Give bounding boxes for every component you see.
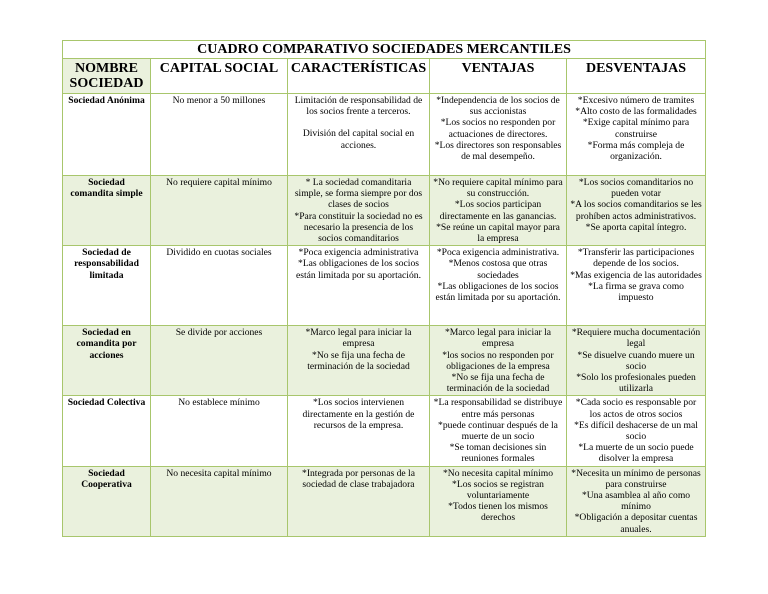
desventajas-line: *Forma más compleja de organización.	[587, 139, 685, 163]
cell-capital: Se divide por acciones	[151, 326, 288, 396]
cell-desventajas	[567, 176, 706, 246]
cell-nombre: Sociedad en comandita por acciones	[63, 326, 151, 396]
desventajas-line: *Obligación a depositar cuentas anuales.	[574, 512, 698, 535]
ventajas-line: *Las obligaciones de los socios están limitada por su aportación.	[435, 280, 561, 304]
cell-nombre: Sociedad comandita simple	[63, 176, 151, 246]
cell-caracteristicas	[288, 246, 430, 326]
desventajas-line: *Transferir las participaciones depende de los socios.	[577, 247, 695, 270]
desventajas-line: *Solo los profesionales pueden utilizarla	[576, 372, 696, 395]
caracteristicas-line: División del capital social en acciones.	[302, 128, 415, 151]
caracteristicas-line: *Integrada por personas de la sociedad de clase trabajadora	[302, 467, 415, 490]
ventajas-line: *Menos costosa que otras sociedades	[448, 258, 548, 281]
ventajas-line: *No requiere capital mínimo para su construcción.	[433, 177, 563, 200]
cell-ventajas	[430, 176, 567, 246]
cell-ventajas	[430, 396, 567, 466]
ventajas-line: *Se toman decisiones sin reuniones formales	[449, 442, 547, 465]
cell-nombre: Sociedad Colectiva	[63, 396, 151, 466]
table-row	[63, 176, 706, 246]
ventajas-line: *Poca exigencia administrativa.	[436, 247, 560, 259]
header-row	[63, 59, 706, 94]
caracteristicas-line: *Los socios intervienen directamente en la gestión de recursos de la empresa.	[302, 397, 415, 431]
cell-capital: Dividido en cuotas sociales	[151, 246, 288, 326]
cell-capital: No requiere capital mínimo	[151, 176, 288, 246]
cell-ventajas	[430, 246, 567, 326]
desventajas-line: *Se aporta capital íntegro.	[585, 221, 687, 233]
desventajas-line: *Necesita un mínimo de personas para construirse	[571, 467, 701, 490]
title-row	[63, 41, 706, 59]
cell-caracteristicas	[288, 466, 430, 536]
cell-nombre: Sociedad de responsabilidad limitada	[63, 246, 151, 326]
table-body	[63, 94, 706, 537]
table-row	[63, 466, 706, 536]
caracteristicas-line: *Las obligaciones de los socios están limitada por su aportación.	[296, 258, 421, 281]
header-capital-social: CAPITAL SOCIAL	[151, 59, 288, 94]
ventajas-line: *puede continuar después de la muerte de un socio	[438, 419, 558, 443]
ventajas-line: *No se fija una fecha de terminación de la sociedad	[446, 372, 550, 395]
ventajas-line: *Los socios no responden por actuaciones de directores.	[440, 117, 556, 140]
cell-desventajas	[567, 396, 706, 466]
table-row	[63, 326, 706, 396]
ventajas-line: *Los directores son responsables de mal desempeño.	[434, 139, 562, 163]
ventajas-line: *La responsabilidad se distribuye entre más personas	[433, 397, 563, 420]
desventajas-line: *La muerte de un socio puede disolver la empresa	[578, 442, 694, 465]
ventajas-line: *Los socios se registran voluntariamente	[452, 478, 544, 502]
header-ventajas: VENTAJAS	[430, 59, 567, 94]
desventajas-line: *Exige capital mínimo para construirse	[582, 117, 690, 140]
cell-nombre: Sociedad Cooperativa	[63, 466, 151, 536]
desventajas-line: *Es difícil deshacerse de un mal socio	[574, 419, 698, 443]
header-nombre-sociedad: NOMBRE SOCIEDAD	[63, 59, 151, 94]
desventajas-line: *Requiere mucha documentación legal	[571, 327, 701, 350]
cell-caracteristicas	[288, 176, 430, 246]
desventajas-line: *Una asamblea al año como mínimo	[581, 490, 691, 513]
caracteristicas-line: *Para constituir la sociedad no es necesario la presencia de los socios comanditarios	[294, 210, 423, 245]
ventajas-line: *Se reúne un capital mayor para la empresa	[436, 221, 560, 245]
caracteristicas-line	[291, 117, 426, 128]
cell-desventajas	[567, 94, 706, 176]
header-caracteristicas: CARACTERÍSTICAS	[288, 59, 430, 94]
cell-ventajas	[430, 94, 567, 176]
caracteristicas-line: *Poca exigencia administrativa	[298, 247, 419, 259]
header-desventajas: DESVENTAJAS	[567, 59, 706, 94]
cell-desventajas	[567, 466, 706, 536]
table-row	[63, 94, 706, 176]
cell-capital: No necesita capital mínimo	[151, 466, 288, 536]
caracteristicas-line: Limitación de responsabilidad de los socios frente a terceros.	[294, 95, 423, 118]
ventajas-line: *Independencia de los socios de sus accionistas	[436, 95, 560, 118]
desventajas-line: *Cada socio es responsable por los actos de otros socios	[575, 397, 697, 420]
table-row	[63, 246, 706, 326]
caracteristicas-line: *Marco legal para iniciar la empresa	[305, 327, 412, 350]
table-row	[63, 396, 706, 466]
ventajas-line: *No necesita capital mínimo	[442, 467, 554, 479]
desventajas-line: *Mas exigencia de las autoridades	[570, 269, 702, 281]
cell-capital: No establece mínimo	[151, 396, 288, 466]
comparison-table	[62, 40, 706, 537]
desventajas-line: *Excesivo número de tramites	[577, 95, 695, 106]
caracteristicas-line: * La sociedad comanditaria simple, se forma siempre por dos clases de socios	[294, 177, 423, 211]
desventajas-line: *Alto costo de las formalidades	[575, 106, 697, 118]
table-title: CUADRO COMPARATIVO SOCIEDADES MERCANTILES	[63, 41, 706, 59]
ventajas-line: *los socios no responden por obligaciones de la empresa	[442, 349, 554, 372]
cell-capital: No menor a 50 millones	[151, 94, 288, 176]
ventajas-line: *Todos tienen los mismos derechos	[448, 501, 548, 524]
cell-caracteristicas	[288, 326, 430, 396]
cell-nombre: Sociedad Anónima	[63, 94, 151, 176]
cell-caracteristicas	[288, 94, 430, 176]
desventajas-line: *La firma se grava como impuesto	[588, 280, 684, 304]
cell-ventajas	[430, 326, 567, 396]
ventajas-line: *Marco legal para iniciar la empresa	[444, 327, 551, 350]
desventajas-line: *Los socios comanditarios no pueden votar	[578, 177, 694, 200]
ventajas-line: *Los socios participan directamente en las ganancias.	[439, 199, 557, 222]
cell-desventajas	[567, 246, 706, 326]
caracteristicas-line: *No se fija una fecha de terminación de la sociedad	[307, 349, 410, 372]
cell-ventajas	[430, 466, 567, 536]
cell-caracteristicas	[288, 396, 430, 466]
cell-desventajas	[567, 326, 706, 396]
desventajas-line: *A los socios comanditarios se les prohíben actos administrativos.	[570, 199, 702, 222]
desventajas-line: *Se disuelve cuando muere un socio	[577, 349, 695, 372]
